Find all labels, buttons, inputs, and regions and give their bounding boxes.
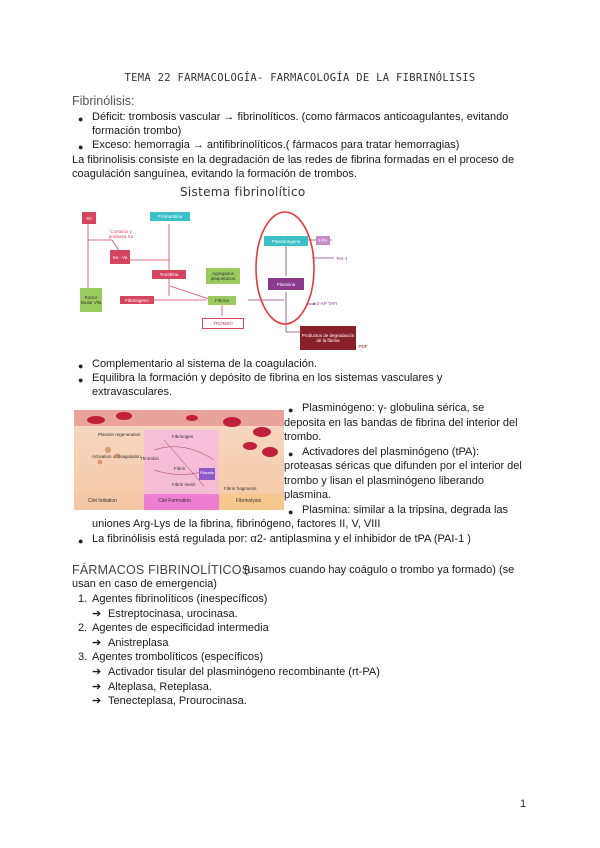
plasminogeno-line3: trombo. xyxy=(284,431,322,443)
stage-fibrinolysis: Fibrinolysis xyxy=(236,498,262,504)
diagram-title: Sistema fibrinolítico xyxy=(180,185,306,199)
bullet-icon: ● xyxy=(78,361,84,371)
farmacos-note-line1: (usamos cuando hay coágulo o trombo ya formado) (se xyxy=(244,564,515,576)
box-xii: XII xyxy=(82,212,96,224)
label-fibrin: Fibrin xyxy=(174,466,186,471)
box-xa-va: Xa - Va xyxy=(110,250,130,264)
label-fibrin-fragments: Fibrin fragments xyxy=(224,486,257,491)
bullet-icon: ● xyxy=(288,405,294,415)
bullet-icon: ● xyxy=(288,449,294,459)
stage-clot-initiation: Clot Initiation xyxy=(88,498,117,504)
regulada-line: La fibrinólisis está regulada por: α2- antiplasmina y el inhibidor de tPA (PAI-1 ) xyxy=(92,533,471,545)
number-1: 1. xyxy=(78,593,88,605)
deficit-line2: formación trombo) xyxy=(92,125,182,137)
arrow-icon: ➔ xyxy=(92,695,102,707)
bullet-icon: ● xyxy=(78,142,84,152)
box-fibrinogeno: Fibrinógeno xyxy=(120,296,154,304)
list-item-equilibra-line2: extravasculares. xyxy=(92,386,173,398)
group-3-item-3: Tenecteplasa, Prourocinasa. xyxy=(108,695,247,707)
label-plasmin: Plasmin xyxy=(200,470,215,475)
exceso-line: Exceso: hemorragia → antifibrinolíticos.( fármacos para tratar hemorragias) xyxy=(92,139,460,151)
group-1-item: Estreptocinasa, urocinasa. xyxy=(108,608,238,620)
box-plasminogeno: Plasminógeno xyxy=(264,236,308,246)
arrow-icon: ➔ xyxy=(92,681,102,693)
box-tpa: t-PA xyxy=(316,236,330,245)
definition-line1: La fibrinolisis consiste en la degradación de las redes de fibrina formadas en el proceso de xyxy=(72,154,515,166)
plasmina-line1: Plasmina: similar a la tripsina, degrada las xyxy=(302,504,509,516)
label-pai: PAI-1 xyxy=(336,255,348,261)
label-activation: Activation of coagulation xyxy=(92,454,141,459)
group-2-item: Anistreplasa xyxy=(108,637,169,649)
group-1-title: Agentes fibrinolíticos (inespecíficos) xyxy=(92,593,268,605)
activadores-line3: trombo y lisan el plasminógeno liberando xyxy=(284,475,484,487)
bullet-icon: ● xyxy=(288,507,294,517)
activadores-line2: proteasas séricas que difunden por el interior del xyxy=(284,460,522,472)
deficit-line1: Déficit: trombosis vascular → fibrinolíticos. (como fármacos anticoagulantes, evitando xyxy=(92,111,509,123)
farmacos-heading: FÁRMACOS FIBRINOLÍTICOS xyxy=(72,563,251,577)
label-thrombin: Thrombin xyxy=(140,456,160,461)
arrow-icon: ➔ xyxy=(92,666,102,678)
box-productos: Productos de degradación de la fibrina xyxy=(300,326,356,350)
plasminogeno-line2: deposita en las bandas de fibrina del interior del xyxy=(284,417,518,429)
list-item-equilibra-line1: Equilibra la formación y depósito de fibrina en los sistemas vasculares y xyxy=(92,372,443,384)
label-antiplasmina: α-2-AP TAFI xyxy=(312,300,338,306)
label-plasmin-regeneration: Plasmin regeneration xyxy=(98,432,141,437)
box-protrombina: Protrombina xyxy=(150,212,190,221)
stage-clot-formation: Clot Formation xyxy=(158,498,191,504)
group-2-title: Agentes de especificidad intermedia xyxy=(92,622,269,634)
definition-line2: coagulación sanguínea, evitando la formación de trombos. xyxy=(72,168,357,180)
number-3: 3. xyxy=(78,651,88,663)
box-agregados: Agregados plaquetarios xyxy=(206,268,240,284)
bullet-icon: ● xyxy=(78,375,84,385)
box-trombina: Trombina xyxy=(152,270,186,279)
arrow-icon: ➔ xyxy=(92,608,102,620)
section-heading-fibrinolisis: Fibrinólisis: xyxy=(72,94,135,108)
plasmina-line2: uniones Arg-Lys de la fibrina, fibrinógeno, factores II, V, VIII xyxy=(92,518,381,530)
activadores-line1: Activadores del plasminógeno (tPA): xyxy=(302,446,480,458)
box-plasmina: Plasmina xyxy=(268,278,304,290)
farmacos-note-line2: usan en caso de emergencia) xyxy=(72,578,217,590)
clot-illustration xyxy=(74,410,284,510)
fibrinolytic-diagram xyxy=(72,200,372,356)
page-title: TEMA 22 FARMACOLOGÍA- FARMACOLOGÍA DE LA FIBRINÓLISIS xyxy=(124,72,476,84)
box-fibrina: Fibrina xyxy=(208,296,236,305)
label-contacto: Contacto y proteasa Xa xyxy=(108,229,134,239)
page-number: 1 xyxy=(520,798,527,810)
group-3-title: Agentes trombolíticos (específicos) xyxy=(92,651,264,663)
number-2: 2. xyxy=(78,622,88,634)
label-pdf: PDF xyxy=(358,343,368,349)
label-fibrinogen: Fibrinogen xyxy=(172,434,194,439)
arrow-icon: ➔ xyxy=(92,637,102,649)
group-3-item-1: Activador tisular del plasminógeno recombinante (rt-PA) xyxy=(108,666,380,678)
box-factor-tisular: Factor tisular Vlla xyxy=(80,288,102,312)
clot-drawing xyxy=(74,410,284,510)
group-3-item-2: Alteplasa, Reteplasa. xyxy=(108,681,212,693)
bullet-icon: ● xyxy=(78,536,84,546)
activadores-line4: plasmina. xyxy=(284,489,332,501)
plasminogeno-line1: Plasminógeno: γ- globulina sérica, se xyxy=(302,402,485,414)
box-trombo: TROMBO xyxy=(202,318,244,329)
label-fibrin-mesh: Fibrin mesh xyxy=(172,482,196,487)
list-item-complementario: Complementario al sistema de la coagulación. xyxy=(92,358,318,370)
bullet-icon: ● xyxy=(78,114,84,124)
